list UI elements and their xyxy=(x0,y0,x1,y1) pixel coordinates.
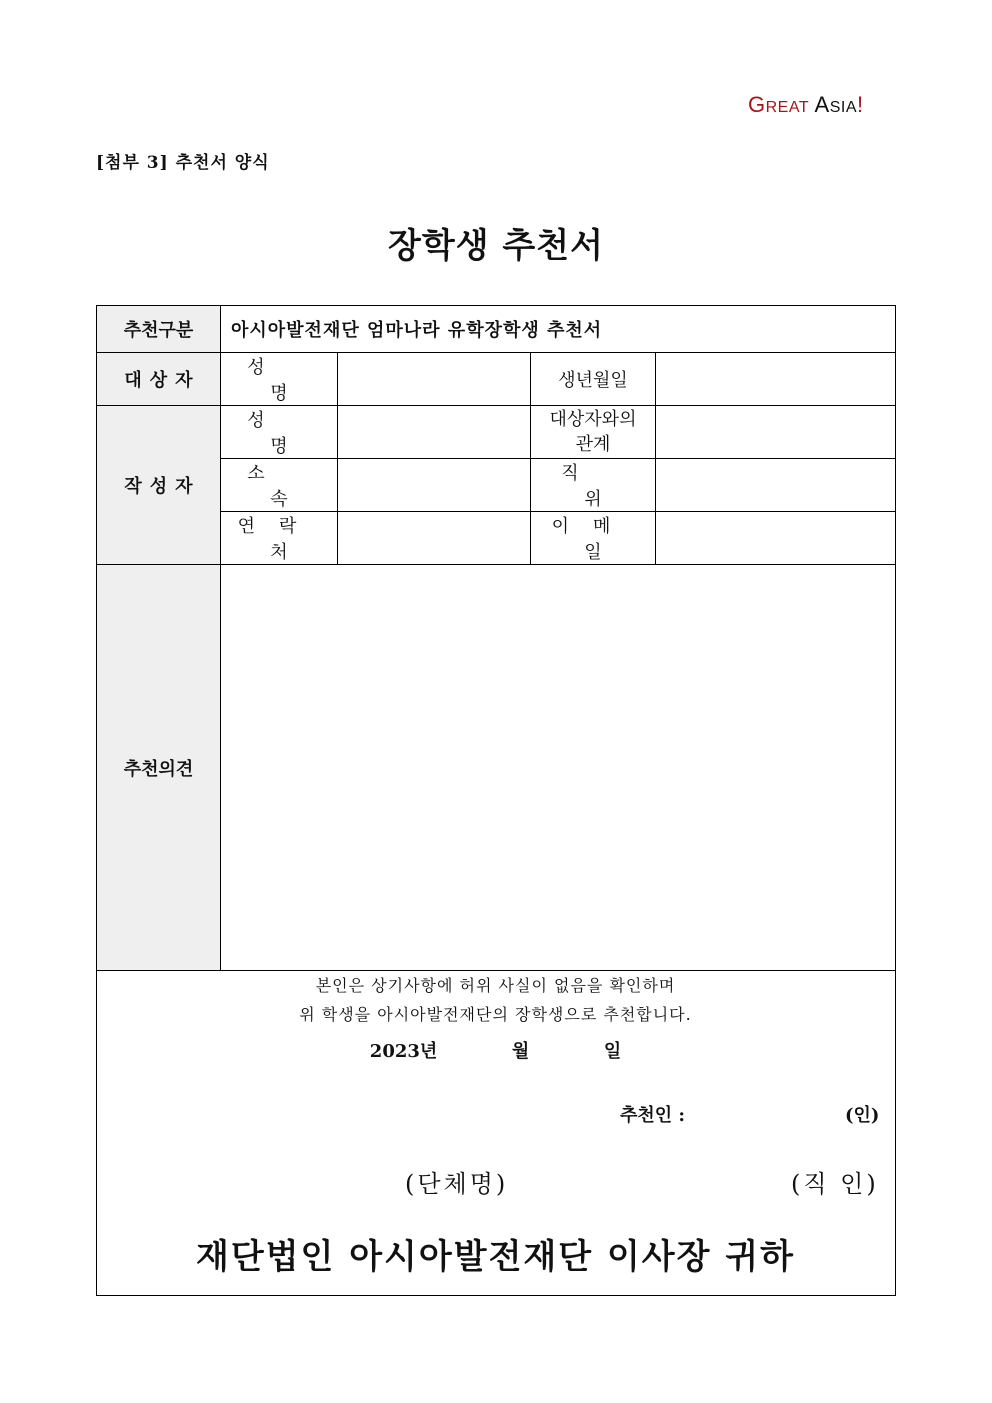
category-label: 추천구분 xyxy=(97,306,221,353)
official-seal: (직 인) xyxy=(791,1170,879,1198)
writer-position-label: 직위 xyxy=(531,459,656,512)
writer-email-field[interactable] xyxy=(656,512,896,565)
relation-label-line2: 관계 xyxy=(575,434,611,455)
logo-letter: A xyxy=(814,92,830,117)
writer-name-field[interactable] xyxy=(338,406,531,459)
document-title: 장학생 추천서 xyxy=(388,226,604,266)
logo-letters: SIA xyxy=(829,99,857,116)
organization-name: (단체명) xyxy=(405,1170,509,1198)
target-name-field[interactable] xyxy=(338,353,531,406)
date-line xyxy=(97,1037,894,1063)
logo-letters: REAT xyxy=(765,99,810,116)
great-asia-logo xyxy=(748,92,864,118)
writer-email-label: 이메일 xyxy=(531,512,656,565)
date-day: 일 xyxy=(603,1041,622,1062)
writer-affiliation-label: 소속 xyxy=(221,459,338,512)
opinion-field[interactable] xyxy=(221,565,896,971)
declaration-text xyxy=(97,971,894,1029)
closing-address: 재단법인 아시아발전재단 이사장 귀하 xyxy=(195,1237,795,1277)
date-month: 월 xyxy=(511,1041,530,1062)
target-birth-field[interactable] xyxy=(656,353,896,406)
declaration-line2: 위 학생을 아시아발전재단의 장학생으로 추천합니다. xyxy=(299,1005,692,1024)
target-birth-label: 생년월일 xyxy=(531,353,656,406)
writer-position-field[interactable] xyxy=(656,459,896,512)
writer-contact-field[interactable] xyxy=(338,512,531,565)
category-value: 아시아발전재단 엄마나라 유학장학생 추천서 xyxy=(221,306,896,353)
writer-relation-label xyxy=(531,406,656,459)
writer-section-label: 작성자 xyxy=(97,406,221,565)
opinion-label: 추천의견 xyxy=(97,565,221,971)
writer-affiliation-field[interactable] xyxy=(338,459,531,512)
writer-contact-label: 연락처 xyxy=(221,512,338,565)
recommender-seal: (인) xyxy=(845,1105,880,1126)
writer-relation-field[interactable] xyxy=(656,406,896,459)
date-year: 2023년 xyxy=(369,1041,438,1062)
attachment-label: [첨부 3] 추천서 양식 xyxy=(96,153,270,173)
declaration-section xyxy=(97,971,896,1296)
declaration-line1: 본인은 상기사항에 허위 사실이 없음을 확인하며 xyxy=(315,976,676,995)
target-name-label: 성명 xyxy=(221,353,338,406)
recommendation-form xyxy=(96,305,896,1296)
recommender-label: 추천인 : xyxy=(620,1105,686,1126)
logo-letter: G xyxy=(748,92,766,117)
target-section-label: 대상자 xyxy=(97,353,221,406)
writer-name-label: 성명 xyxy=(221,406,338,459)
logo-bang: ! xyxy=(857,92,864,117)
relation-label-line1: 대상자와의 xyxy=(549,409,637,430)
